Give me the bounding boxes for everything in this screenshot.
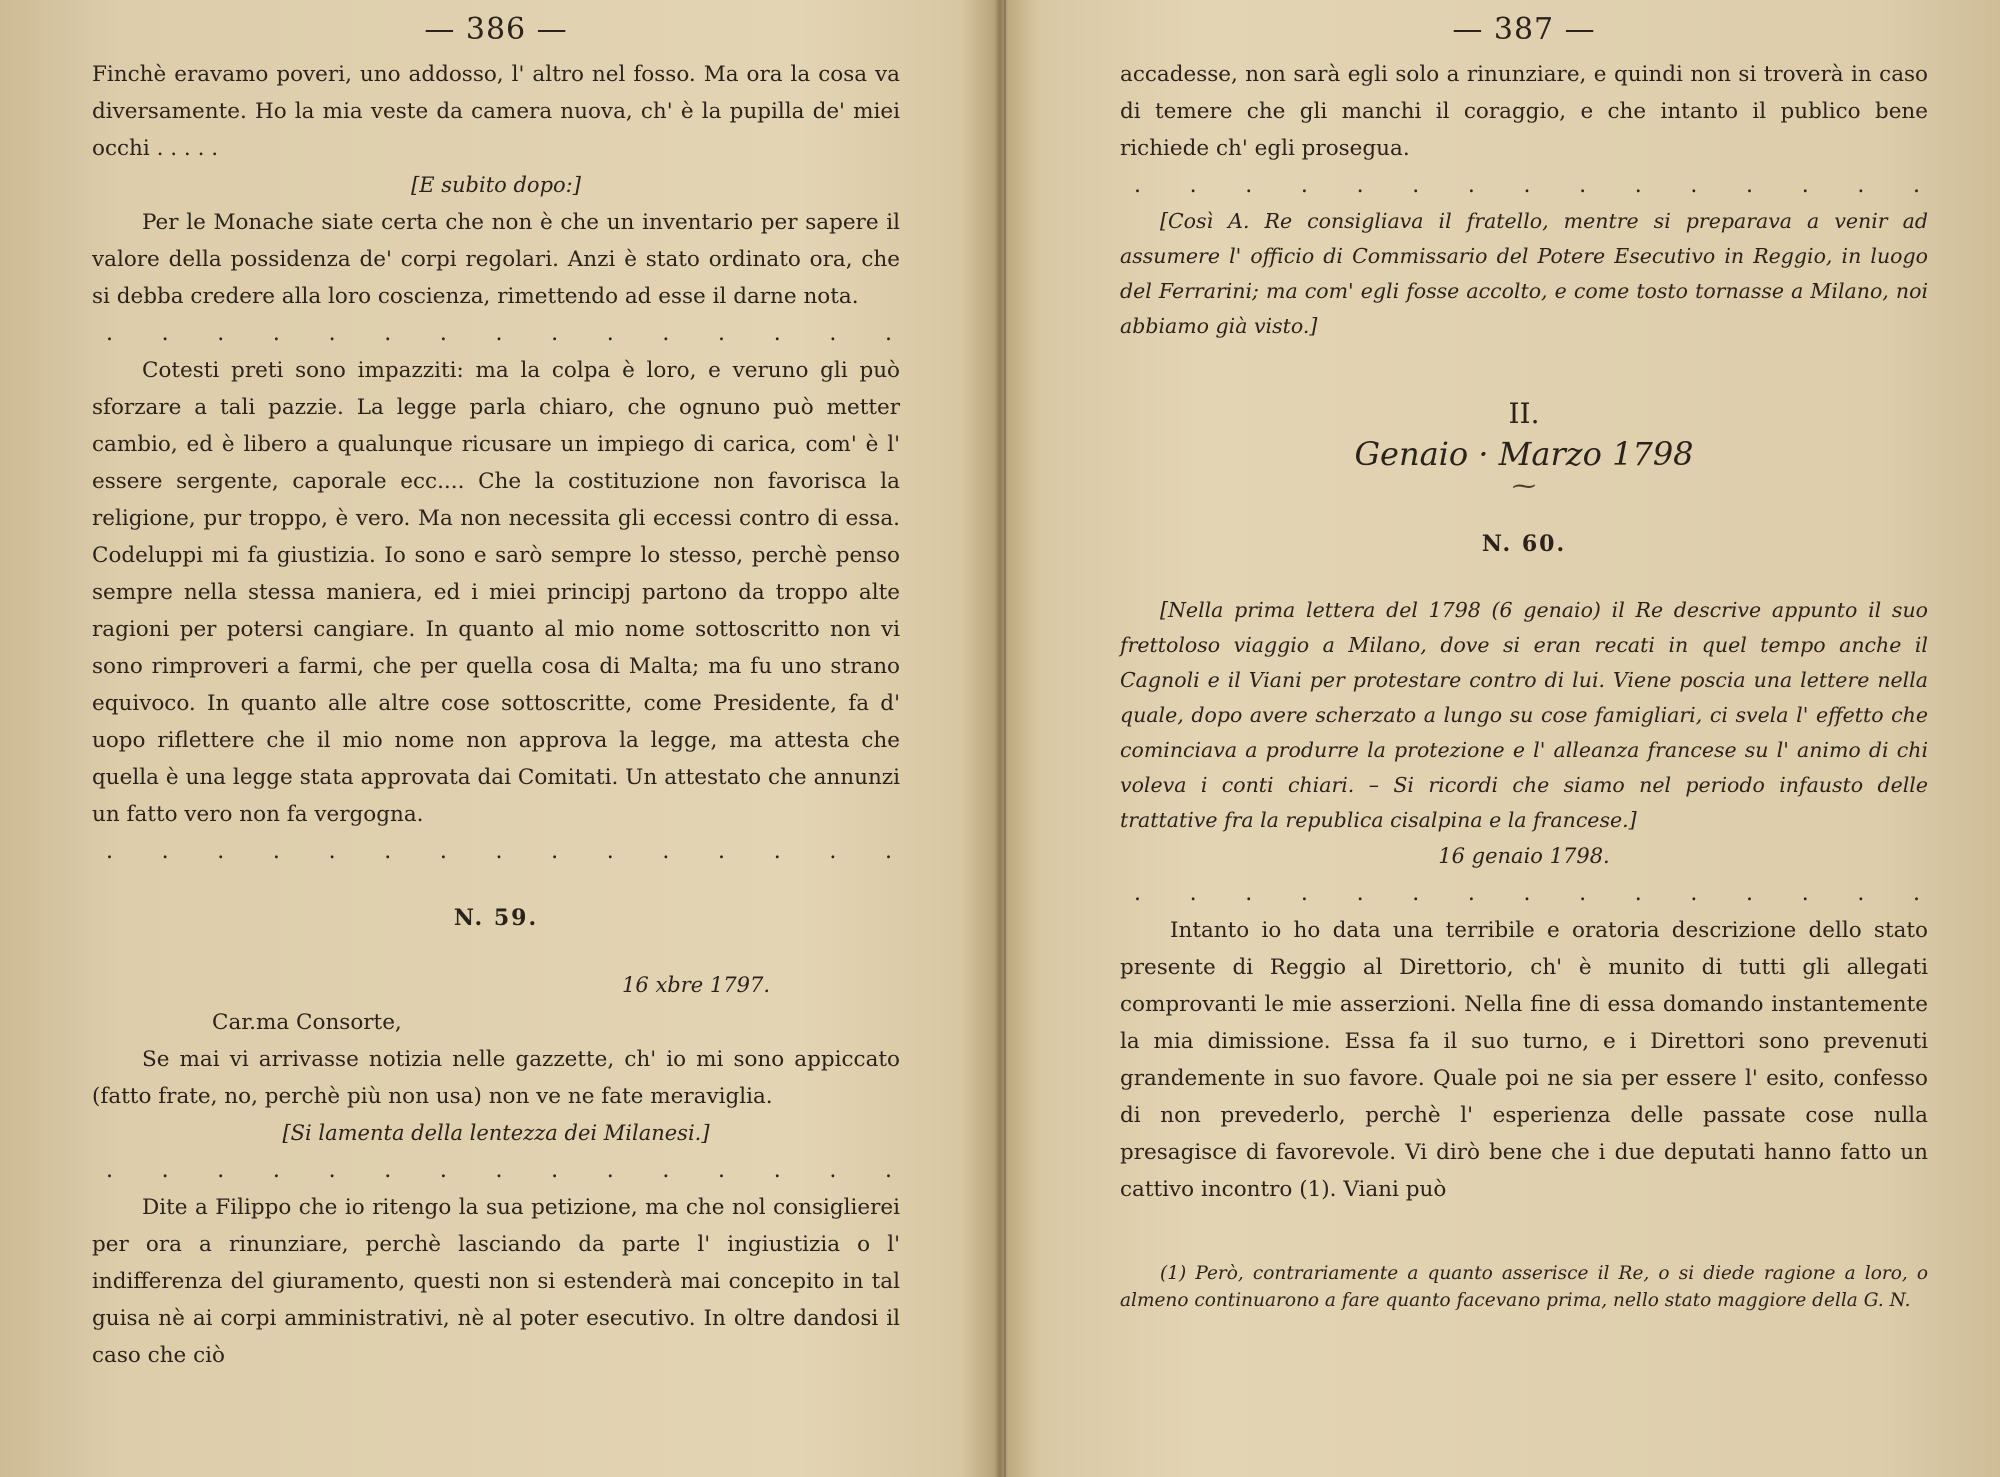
right-bracket-note-2: [Nella prima lettera del 1798 (6 genaio) il Re descrive appunto il suo frettoloso viaggio a Milano, dove si eran recati in quel tempo anche il Cagnoli e il Viani per protestare contro di lui. Viene poscia una lettere nella quale, dopo avere scherzato a lungo su cose famigliari, ci svela l' effetto che cominciava a produrre la protezione e l' alleanza francese su l' animo di chi voleva i conti chiari. – Si ricordi che siamo nel periodo infausto delle trattative fra la republica cisalpina e la francese.] (1120, 598, 1928, 832)
left-paragraph-5: Dite a Filippo che io ritengo la sua petizione, ma che nol consiglierei per ora a rinunziare, perchè lasciando da parte l' ingiustizia o l' indifferenza del giuramento, questi non si estenderà mai concepito in tal guisa nè ai corpi amministrativi, nè al poter esecutivo. In oltre dandosi il caso che ciò (92, 1195, 900, 1368)
ellipsis-row: . . . . . . . . . . . . . . . (106, 321, 892, 346)
section-title: Genaio · Marzo 1798 (1354, 435, 1694, 473)
left-bracket-note-1: [E subito dopo:] (411, 173, 581, 197)
letter-date-59: 16 xbre 1797. (622, 973, 770, 997)
right-bracket-note-1: [Così A. Re consigliava il fratello, mentre si preparava a venir ad assumere l' officio di Commissario del Potere Esecutivo in Reggio, in luogo del Ferrarini; ma com' egli fosse accolto, e come tosto tornasse a Milano, noi abbiamo già visto.] (1120, 209, 1928, 338)
right-paragraph-1: accadesse, non sarà egli solo a rinunziare, e quindi non si troverà in caso di temere che gli manchi il coraggio, e che intanto il publico bene richiede ch' egli prosegua. (1120, 62, 1928, 161)
page-number-right: — 387 — (1452, 12, 1596, 47)
left-paragraph-1: Finchè eravamo poveri, uno addosso, l' altro nel fosso. Ma ora la cosa va diversamente. Ho la mia veste da camera nuova, ch' è la pupilla de' miei occhi . . . . . (92, 62, 900, 161)
salutation: Car.ma Consorte, (212, 1010, 402, 1035)
gutter (1004, 0, 1006, 1477)
left-paragraph-4: Se mai vi arrivasse notizia nelle gazzette, ch' io mi sono appiccato (fatto frate, no, perchè più non usa) non ve ne fate meraviglia. (92, 1047, 900, 1109)
letter-heading-59: N. 59. (453, 905, 539, 931)
left-page (0, 0, 990, 1477)
ellipsis-row: . . . . . . . . . . . . . . . (1134, 173, 1920, 198)
right-page (1010, 0, 2000, 1477)
right-paragraph-2: Intanto io ho data una terribile e oratoria descrizione dello stato presente di Reggio al Direttorio, ch' è munito di tutti gli allegati comprovanti le mie asserzioni. Nella fine di essa domando instantemente la mia dimissione. Essa fa il suo turno, e i Direttori sono prevenuti grandemente in suo favore. Quale poi ne sia per essere l' esito, confesso di non prevederlo, perchè l' esperienza delle passate cose nulla presagisce di favorevole. Vi dirò bene che i due deputati hanno fatto un cattivo incontro (1). Viani può (1120, 918, 1928, 1202)
page-number-left: — 386 — (424, 12, 568, 47)
ellipsis-row: . . . . . . . . . . . . . . . (106, 1158, 892, 1183)
footnote: (1) Però, contrariamente a quanto asserisce il Re, o si diede ragione a loro, o almeno continuarono a fare quanto facevano prima, nello stato maggiore della G. N. (1120, 1263, 1928, 1311)
left-paragraph-2: Per le Monache siate certa che non è che un inventario per sapere il valore della possidenza de' corpi regolari. Anzi è stato ordinato ora, che si debba credere alla loro coscienza, rimettendo ad esse il darne nota. (92, 210, 900, 309)
section-number: II. (1508, 397, 1540, 430)
ellipsis-row: . . . . . . . . . . . . . . . (106, 839, 892, 864)
left-bracket-note-2: [Si lamenta della lentezza dei Milanesi.] (282, 1121, 710, 1145)
ellipsis-row: . . . . . . . . . . . . . . . (1134, 881, 1920, 906)
left-paragraph-3: Cotesti preti sono impazziti: ma la colpa è loro, e veruno gli può sforzare a tali pazzie. La legge parla chiaro, che ognuno può metter cambio, ed è libero a qualunque ricusare un impiego di carica, com' è l' essere sergente, caporale ecc.... Che la costituzione non favorisca la religione, pur troppo, è vero. Ma non necessita gli eccessi contro di essa. Codeluppi mi fa giustizia. Io sono e sarò sempre lo stesso, perchè penso sempre nella stessa maniera, ed i miei principj partono da troppo alte ragioni per potersi cangiare. In quanto al mio nome sottoscritto non vi sono rimproveri a farmi, che per quella cosa di Malta; ma fu uno strano equivoco. In quanto alle altre cose sottoscritte, come Presidente, fa d' uopo riflettere che il mio nome non approva la legge, ma attesta che quella è una legge stata approvata dai Comitati. Un attestato che annunzi un fatto vero non fa vergogna. (92, 358, 900, 827)
letter-date-60: 16 genaio 1798. (1438, 844, 1610, 868)
letter-heading-60: N. 60. (1481, 531, 1567, 557)
ornament: ⁓ (1512, 472, 1536, 500)
